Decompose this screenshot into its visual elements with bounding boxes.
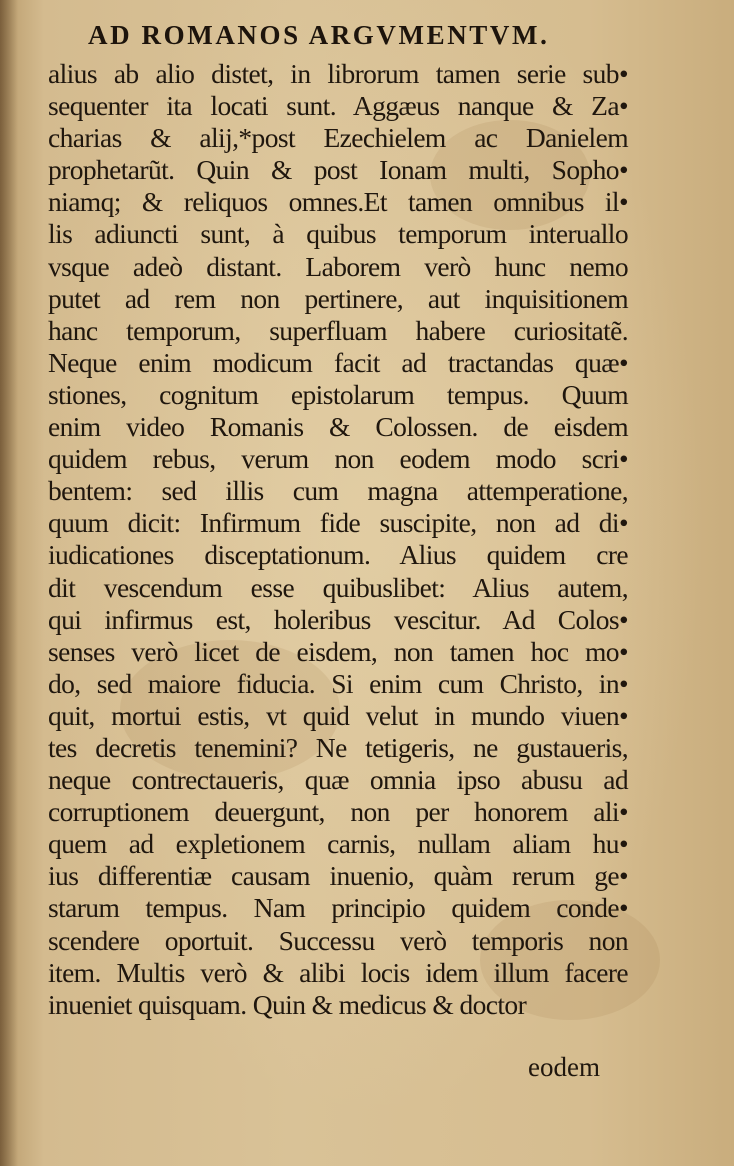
text-line: charias & alij,*post Ezechielem ac Danielem xyxy=(48,122,628,154)
text-line: sequenter ita locati sunt. Aggæus nanque & Za• xyxy=(48,90,628,122)
text-block xyxy=(48,58,628,1021)
text-line: senses verò licet de eisdem, non tamen hoc mo• xyxy=(48,635,628,667)
text-line: tes decretis tenemini? Ne tetigeris, ne gustaueris, xyxy=(48,731,628,763)
text-line: enim video Romanis & Colossen. de eisdem xyxy=(48,411,628,443)
text-line: inueniet quisquam. Quin & medicus & doctor xyxy=(48,988,527,1020)
text-line: bentem: sed illis cum magna attemperatione, xyxy=(48,475,628,507)
text-line: quum dicit: Infirmum fide suscipite, non ad di• xyxy=(48,507,628,539)
running-head: AD ROMANOS ARGVMENTVM. xyxy=(88,20,550,50)
text-line: scendere oportuit. Successu verò temporis non xyxy=(48,924,628,956)
text-line: prophetarũt. Quin & post Ionam multi, Sopho• xyxy=(48,154,628,186)
text-line: stiones, cognitum epistolarum tempus. Quum xyxy=(48,378,628,410)
text-line: do, sed maiore fiducia. Si enim cum Christo, in• xyxy=(48,667,628,699)
text-line: item. Multis verò & alibi locis idem illum facere xyxy=(48,956,628,988)
text-line: vsque adeò distant. Laborem verò hunc nemo xyxy=(48,250,628,282)
text-line: neque contrectaueris, quæ omnia ipso abusu ad xyxy=(48,764,628,796)
text-line: hanc temporum, superfluam habere curiositatẽ. xyxy=(48,314,628,346)
text-line: quit, mortui estis, vt quid velut in mundo viuen• xyxy=(48,699,628,731)
text-line: niamq; & reliquos omnes.Et tamen omnibus il• xyxy=(48,186,628,218)
text-line: dit vescendum esse quibuslibet: Alius autem, xyxy=(48,571,628,603)
text-line: ius differentiæ causam inuenio, quàm rerum ge• xyxy=(48,860,628,892)
text-line: starum tempus. Nam principio quidem conde• xyxy=(48,892,628,924)
text-line: lis adiuncti sunt, à quibus temporum interuallo xyxy=(48,218,628,250)
text-line: quidem rebus, verum non eodem modo scri• xyxy=(48,443,628,475)
text-line: quem ad expletionem carnis, nullam aliam hu• xyxy=(48,828,628,860)
text-line: iudicationes disceptationum. Alius quidem cre xyxy=(48,539,628,571)
text-line: putet ad rem non pertinere, aut inquisitionem xyxy=(48,282,628,314)
catchword: eodem xyxy=(528,1052,600,1082)
text-line: Neque enim modicum facit ad tractandas quæ• xyxy=(48,346,628,378)
text-line: alius ab alio distet, in librorum tamen serie sub• xyxy=(48,58,628,89)
text-line: qui infirmus est, holeribus vescitur. Ad Colos• xyxy=(48,603,628,635)
text-line: corruptionem deuergunt, non per honorem ali• xyxy=(48,796,628,828)
